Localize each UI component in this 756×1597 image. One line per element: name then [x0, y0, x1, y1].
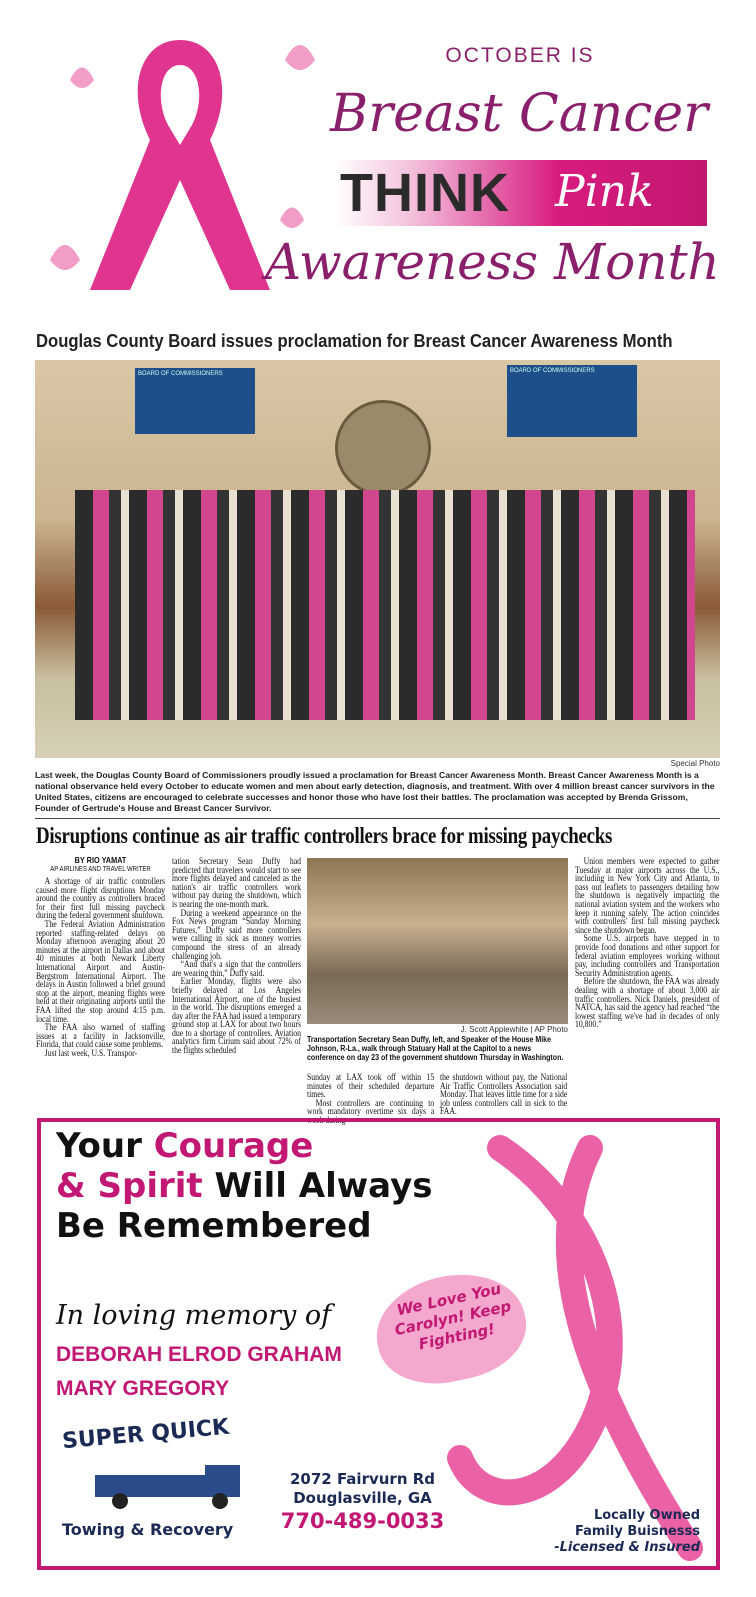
paragraph: The FAA also warned of staffing issues at a facility in Jacksonville, Florida, that could cause some problems.: [36, 1022, 165, 1050]
logo-super-quick: SUPER QUICK: [61, 1414, 231, 1455]
county-seal: [335, 400, 431, 496]
ad-courage: Courage: [153, 1126, 314, 1166]
proclamation-photo: [35, 360, 720, 758]
story2-headline: Disruptions continue as air traffic controllers brace for missing paychecks: [36, 823, 613, 848]
tv-screen-left: BOARD OF COMMISSIONERS: [135, 368, 255, 434]
story2-column-3a: [307, 1073, 434, 1125]
story2-column-4: [575, 857, 719, 1029]
tv-screen-right: BOARD OF COMMISSIONERS: [507, 365, 637, 437]
phone-number: 770-489-0033: [280, 1509, 445, 1533]
story2-column-1: [36, 855, 165, 1057]
paragraph: the shutdown without pay, the National Air Traffic Controllers Association said Monday. That leaves little time for a side job unless controllers call in sick to the FAA.: [440, 1072, 568, 1117]
paragraph: Before the shutdown, the FAA was already dealing with a shortage of about 3,000 air traffic controllers. Nick Daniels, president of NATCA, has said the agency had reached “the lowest staffing we've had in decades of only 10,800.”: [575, 976, 720, 1030]
tagline-1: Locally Owned: [593, 1508, 700, 1523]
tagline-2: Family Buisnesss: [575, 1524, 700, 1539]
tow-truck-icon: [85, 1455, 255, 1511]
banner-breast-cancer: Breast Cancer: [330, 84, 708, 144]
paragraph: Union members were expected to gather Tuesday at major airports across the U.S., including in New York City and Atlanta, to pass out leaflets to passengers detailing how the shutdown is negatively impacting the national aviation system and the workers who keep it running safely. The action coincides with controllers' first full missing paycheck since the shutdown began.: [575, 856, 720, 935]
address-line-2: Douglasville, GA: [293, 1489, 432, 1507]
memorial-name-1: DEBORAH ELROD GRAHAM: [56, 1343, 342, 1366]
paragraph: Sunday at LAX took off within 15 minutes of their scheduled departure times.: [307, 1072, 435, 1100]
paragraph: A shortage of air traffic controllers caused more flight disruptions Monday around the country as controllers braced for their first full missing paycheck during the federal government shutdown.: [36, 876, 165, 921]
ap-photo-caption: Transportation Secretary Sean Duffy, left, and Speaker of the House Mike Johnson, R-La., walk through Statuary Hall at the Capitol to a news conference on day 23 of the government shutdown Thursday in Washington.: [307, 1035, 564, 1062]
group-of-people: [75, 490, 695, 720]
statuary-hall-photo: [307, 858, 568, 1024]
banner-awareness-month: Awareness Month: [265, 233, 720, 291]
paragraph: “And that's a sign that the controllers are wearing thin,” Duffy said.: [172, 959, 301, 978]
banner-pink: Pink: [555, 166, 654, 217]
ad-spirit: & Spirit: [56, 1166, 203, 1206]
heart-message: We Love You Carolyn! Keep Fighting!: [393, 1279, 513, 1354]
ad-headline: [56, 1126, 432, 1246]
paragraph: Most controllers are continuing to work mandatory overtime six days a week during: [307, 1097, 435, 1125]
in-loving-memory: In loving memory of: [56, 1300, 332, 1331]
logo-towing-recovery: Towing & Recovery: [62, 1520, 234, 1539]
story1-caption: Last week, the Douglas County Board of Commissioners proudly issued a proclamation for Breast Cancer Awareness Month. Breast Cancer Awareness Month is a national observance held every October to educate women and men about early detection, diagnosis, and treatment. With over 4 million breast cancer survivors in the United States, citizens are encouraged to celebrate successes and honor those who have lost their battles. The proclamation was accepted by Brenda Grissom, Founder of Gertrude's House and Breast Cancer Survivor.: [35, 770, 715, 813]
ad-be-remembered: Be Remembered: [56, 1206, 372, 1246]
banner-october-is: OCTOBER IS: [445, 44, 595, 67]
ap-photo-credit: J. Scott Applewhite | AP Photo: [460, 1025, 568, 1034]
ad-your: Your: [56, 1126, 142, 1166]
byline: BY RIO YAMAT: [74, 855, 127, 865]
paragraph: Just last week, U.S. Transpor-: [44, 1047, 138, 1058]
breast-cancer-banner: [0, 0, 756, 315]
story2-column-2: [172, 857, 301, 1055]
byline-title: AP AIRLINES AND TRAVEL WRITER: [50, 866, 151, 873]
paragraph: Earlier Monday, flights were also briefly delayed at Los Angeles International Airport, one of the busiest in the world. The disruptions emerged a day after the FAA had issued a temporary ground stop at LAX for about two hours due to a shortage of controllers. Aviation analytics firm Cirium said about 72% of the flights scheduled: [172, 976, 301, 1056]
address-line-1: 2072 Fairvurn Rd: [289, 1470, 436, 1488]
memorial-name-2: MARY GREGORY: [56, 1377, 230, 1400]
divider: [35, 818, 720, 819]
paragraph: During a weekend appearance on the Fox News program “Sunday Morning Futures,” Duffy said more controllers were calling in sick as money worries compound the stress of an already challenging job.: [172, 907, 301, 961]
tagline-3: -Licensed & Insured: [554, 1540, 700, 1555]
paragraph: The Federal Aviation Administration reported staffing-related delays on Monday afternoon averaging about 20 minutes at the airport in Dallas and about 40 minutes at both Newark Liberty International Airport and Austin-Bergstrom International Airport. The delays in Austin followed a brief ground stop at the airport, meaning flights were held at their originating airports until the FAA lifted the stop around 4:15 p.m. local time.: [36, 918, 165, 1024]
story1-headline: Douglas County Board issues proclamation for Breast Cancer Awareness Month: [36, 330, 673, 351]
business-address: [275, 1470, 450, 1534]
paragraph: tation Secretary Sean Duffy had predicted that travelers would start to see more flights delayed and canceled as the nation's air traffic controllers work without pay during the shutdown, which is nearing the one-month mark.: [172, 856, 301, 909]
ad-will-always: Will Always: [214, 1166, 433, 1206]
banner-think: THINK: [340, 163, 510, 223]
paragraph: Some U.S. airports have stepped in to provide food donations and other support for federal aviation employees working without pay, including controllers and Transportation Security Administration agents.: [575, 933, 720, 978]
photo-credit: Special Photo: [670, 759, 720, 768]
story2-column-3b: [440, 1073, 567, 1116]
business-tagline: [550, 1508, 700, 1556]
